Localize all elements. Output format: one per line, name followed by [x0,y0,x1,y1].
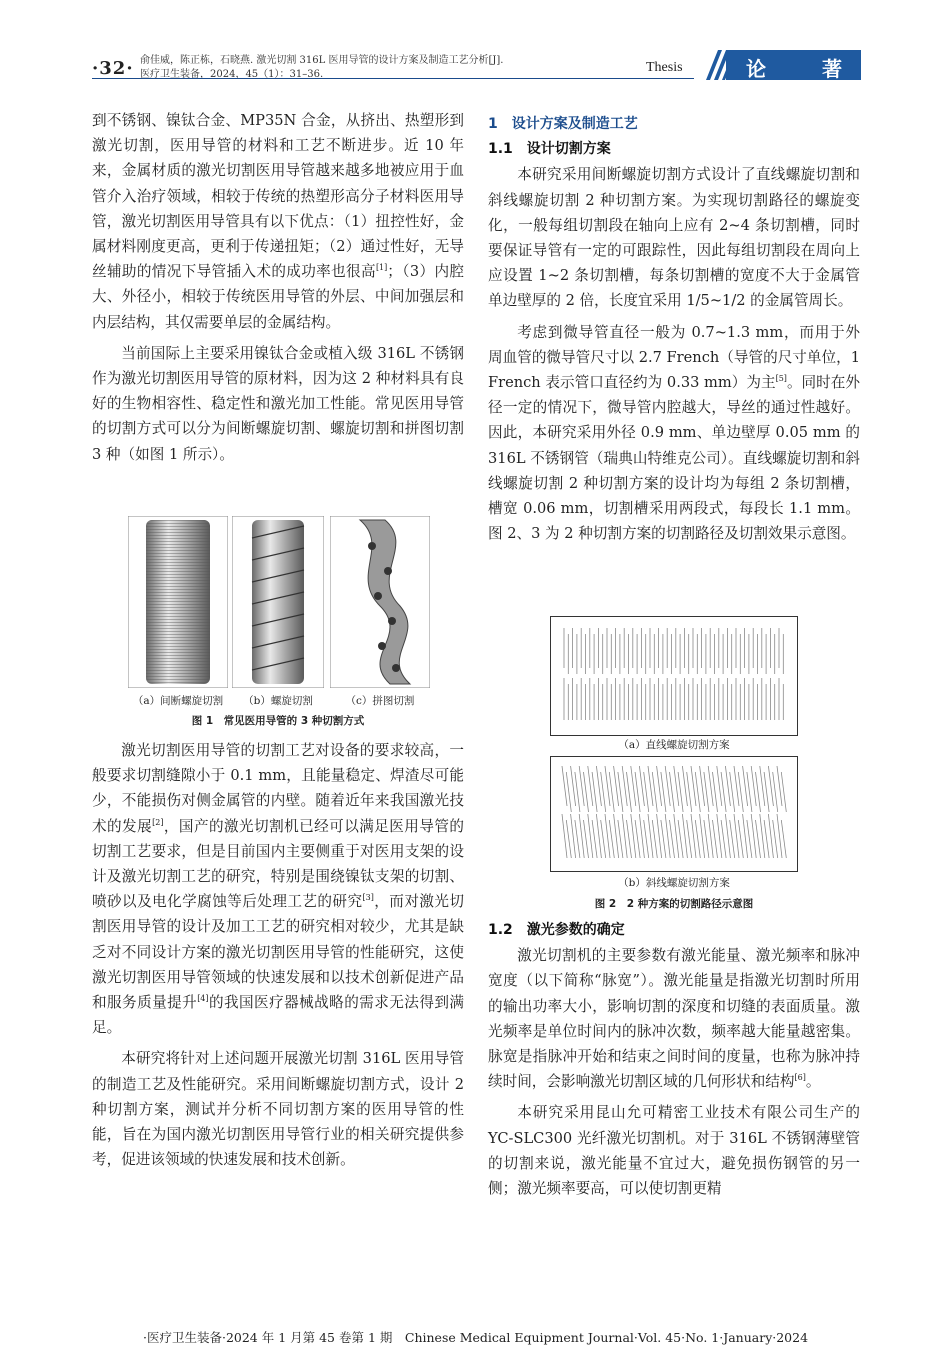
right-paragraph-3: 激光切割机的主要参数有激光能量、激光频率和脉冲宽度（以下简称“脉宽”）。激光能量是指激光切割时所用的输出功率大小，影响切割的深度和切缝的表面质量。激光频率是单位时间内的脉冲次数，频率越大能量越密集。脉宽是指脉冲开始和结束之间时间的度量，也称为脉冲持续时间，会影响激光切割区域的几何形状和结构[6]。 [488,947,860,1091]
citation-line-1: 俞佳威，陈正栋，石晓燕. 激光切割 316L 医用导管的设计方案及制造工艺分析[J]. [140,55,504,66]
page-number: ·32· [92,58,134,79]
left-paragraph-3: 激光切割医用导管的切割工艺对设备的要求较高，一般要求切割缝隙小于 0.1 mm，且能量稳定、焊渣尽可能少，不能损伤对侧金属管的内壁。随着近年来我国激光技术的发展[2]，国产的激光切割机已经可以满足医用导管的切割工艺要求，但是目前国内主要侧重于对医用支架的设计及激光切割工艺的研究，特别是围绕镍钛支架的切割、喷砂以及电化学腐蚀等后处理工艺的研究[3]，而对激光切割医用导管的设计及加工工艺的研究相对较少，尤其是缺乏对不同设计方案的激光切割医用导管的性能研究，这使激光切割医用导管领域的快速发展和以技术创新促进产品和服务质量提升[4]的我国医疗器械战略的需求无法得到满足。 [92,742,464,1037]
section-char-2: 著 [822,57,842,81]
section-char-1: 论 [746,57,766,81]
fig1-spiral-tube-image [232,516,324,688]
subsection-1-2-heading: 1.2 激光参数的确定 [488,922,625,938]
header-rule [92,78,694,79]
fig2-caption: 图 2 2 种方案的切割路径示意图 [594,898,754,910]
fig2a-straight-pattern [550,616,798,736]
figure-2 [488,612,860,912]
right-column [488,112,860,546]
fig1-puzzle-tube-image [330,516,430,688]
fig1-label-c: （c）拼图切割 [345,695,415,707]
left-column-lower [92,738,464,1172]
fig1-label-b: （b）螺旋切割 [243,695,313,707]
thesis-label: Thesis [646,60,683,75]
section-badge [726,50,861,80]
fig2b-label: （b）斜线螺旋切割方案 [618,877,730,889]
right-column-lower [488,918,860,1201]
right-paragraph-4: 本研究采用昆山允可精密工业技术有限公司生产的 YC-SLC300 光纤激光切割机。对于 316L 不锈钢薄壁管的切割来说，激光能量不宜过大，避免损伤钢管的另一侧；激光频率要高，可以使切割更精 [488,1104,860,1198]
left-paragraph-2: 当前国际上主要采用镍钛合金或植入级 316L 不锈钢作为激光切割医用导管的原材料，因为这 2 种材料具有良好的生物相容性、稳定性和激光加工性能。常见医用导管的切割方式可以分为间断螺旋切割、螺旋切割和拼图切割 3 种（如图 1 所示）。 [92,344,464,463]
page-footer: ·医疗卫生装备·2024 年 1 月第 45 卷第 1 期 Chinese Medical Equipment Journal·Vol. 45·No. 1·January·2024 [143,1330,809,1345]
fig1-label-a: （a）间断螺旋切割 [132,695,224,707]
fig2a-label: （a）直线螺旋切割方案 [618,739,730,751]
left-column [92,108,464,467]
section-1-heading: 1 设计方案及制造工艺 [488,116,638,132]
right-paragraph-2: 考虑到微导管直径一般为 0.7~1.3 mm，而用于外周血管的微导管尺寸以 2.7 French（导管的尺寸单位，1 French 表示管口直径约为 0.33 mm）为主[5]。同时在外径一定的情况下，微导管内腔越大，导丝的通过性越好。因此，本研究采用外径 0.9 mm、单边壁厚 0.05 mm 的 316L 不锈钢管（瑞典山特维克公司）。直线螺旋切割和斜线螺旋切割 2 种切割方案的设计均为每组 2 条切割槽，槽宽 0.06 mm，切割槽采用两段式，每段长 1.1 mm。图 2、3 为 2 种切割方案的切割路径及切割效果示意图。 [488,323,860,543]
citation-line-2: 医疗卫生装备，2024，45（1）：31–36. [140,69,324,80]
fig2b-oblique-pattern [550,756,798,872]
fig1-intermittent-tube-image [128,516,228,688]
left-paragraph-4: 本研究将针对上述问题开展激光切割 316L 医用导管的制造工艺及性能研究。采用间断螺旋切割方式，设计 2 种切割方案，测试并分析不同切割方案的医用导管的性能，旨在为国内激光切割医用导管行业的相关研究提供参考，促进该领域的快速发展和技术创新。 [92,1050,464,1169]
right-paragraph-1: 本研究采用间断螺旋切割方式设计了直线螺旋切割和斜线螺旋切割 2 种切割方案。为实现切割路径的螺旋变化，一般每组切割段在轴向上应有 2~4 条切割槽，同时要保证导管有一定的可跟踪性，因此每组切割段在周向上应设置 1~2 条切割槽，每条切割槽的宽度不大于金属管单边壁厚的 2 倍，长度宜采用 1/5~1/2 的金属管周长。 [488,166,860,310]
fig1-caption: 图 1 常见医用导管的 3 种切割方式 [191,715,365,727]
figure-1 [92,512,464,732]
left-paragraph-1: 到不锈钢、镍钛合金、MP35N 合金，从挤出、热塑形到激光切割，医用导管的材料和工艺不断进步。近 10 年来，金属材质的激光切割医用导管越来越多地被应用于血管介入治疗领域，相较于传统的热塑形高分子材料医用导管，激光切割医用导管具有以下优点：（1）扭控性好，金属材料刚度更高，更利于传递扭矩；（2）通过性好，无导丝辅助的情况下导管插入术的成功率也很高[1]；（3）内腔大、外径小，相较于传统医用导管的外层、中间加强层和内层结构，其仅需要单层的金属结构。 [92,112,464,331]
subsection-1-1-heading: 1.1 设计切割方案 [488,141,611,158]
